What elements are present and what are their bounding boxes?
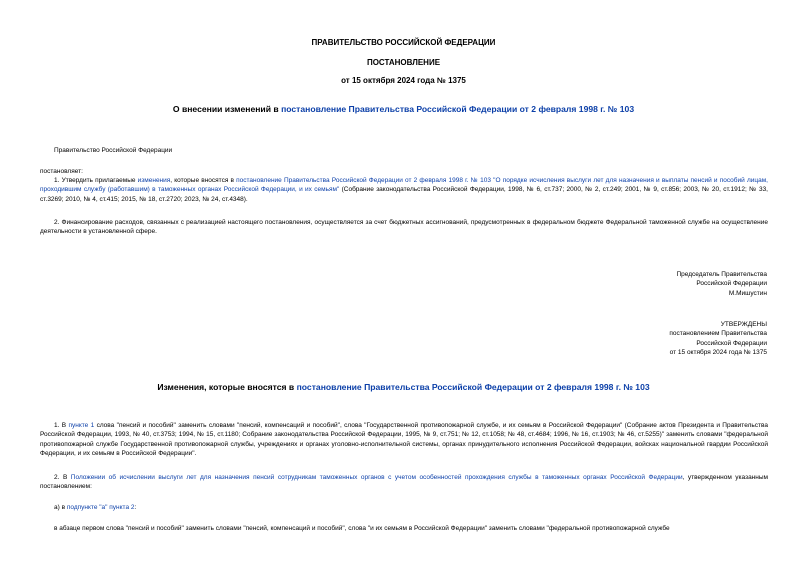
- approval-date: от 15 октября 2024 года № 1375: [669, 349, 767, 357]
- changes-link[interactable]: изменения: [137, 177, 171, 184]
- changes-title: [0, 381, 807, 393]
- paragraph-2: 2. Финансирование расходов, связанных с реализацией настоящего постановления, осуществляется за счет бюджетных ассигнований, предусмотренных в федеральном бюджете Федеральной таможенной службе на осуществление деятельности в установленной сфере.: [40, 219, 768, 236]
- approval-label: УТВЕРЖДЕНЫ: [720, 321, 767, 328]
- approval-country: Российской Федерации: [696, 339, 767, 347]
- approval-by: постановлением Правительства: [669, 330, 767, 338]
- change-2-text-b: , утвержденном указанным постановлением:: [40, 474, 769, 491]
- doc-date-number: от 15 октября 2024 года № 1375: [341, 76, 466, 85]
- change-2: [40, 473, 768, 492]
- paragraph-1-text-b: , которые вносятся в: [170, 177, 237, 184]
- signature-position: Председатель Правительства: [676, 271, 767, 278]
- paragraph-1-text-c: (Собрание законодательства Российской Федерации, 1998, № 6, ст.737; 2000, № 2, ст.249; 2001, № 9, ст.856; 2003, № 20, ст.1912; № 33, ст.3269; 2010, № 4, ст.415; 2015, № 18, ст.2720; 2023, № 24, ст.4348).: [40, 186, 768, 203]
- subject: Правительство Российской Федерации: [54, 147, 173, 154]
- changes-title-prefix: Изменения, которые вносятся в: [157, 382, 297, 392]
- change-3-text-b: :: [134, 504, 137, 511]
- paragraph-1: [40, 176, 768, 204]
- signature-name: М.Мишустин: [728, 289, 767, 297]
- change-1: [40, 421, 768, 459]
- decides: постановляет:: [40, 168, 83, 175]
- signature-country: Российской Федерации: [696, 280, 767, 288]
- decree-103-link[interactable]: постановление Правительства Российской Федерации от 2 февраля 1998 г. № 103 "О порядке исчисления выслуги лет для назначения и выплаты пенсий и пособий лицам, проходившим службу (работавшим) в таможенных органах Российской Федерации, и их семьям": [40, 177, 768, 194]
- point-1-link[interactable]: пункте 1: [68, 422, 95, 429]
- doc-type: ПОСТАНОВЛЕНИЕ: [366, 58, 441, 67]
- title-decree-link[interactable]: постановление Правительства Российской Федерации от 2 февраля 1998 г. № 103: [281, 104, 635, 114]
- subpoint-a-link[interactable]: подпункте "а" пункта 2: [66, 504, 135, 511]
- government-header: ПРАВИТЕЛЬСТВО РОССИЙСКОЙ ФЕДЕРАЦИИ: [311, 38, 496, 47]
- document-title-prefix: О внесении изменений в: [172, 104, 282, 114]
- changes-title-decree-link[interactable]: постановление Правительства Российской Федерации от 2 февраля 1998 г. № 103: [296, 382, 650, 392]
- change-1-text-a: 1. В: [54, 422, 69, 429]
- change-3: [40, 503, 768, 512]
- signature-block: [467, 270, 767, 298]
- regulation-link[interactable]: Положении об исчислении выслуги лет для назначения пенсий сотрудникам таможенных органов с учетом особенностей прохождения службы в таможенных органах Российской Федерации: [70, 474, 683, 481]
- document-title: [0, 103, 807, 115]
- approval-block: [467, 320, 767, 358]
- paragraph-1-text-a: 1. Утвердить прилагаемые: [54, 177, 138, 184]
- change-4: в абзаце первом слова "пенсий и пособий" заменить словами "пенсий, компенсаций и пособий", слова "и их семьям в Российской Федерации" заменить словами "федеральной противопожарной службе: [54, 525, 670, 532]
- change-1-text-b: слова "пенсий и пособий" заменить словами "пенсий, компенсаций и пособий", слова "Государственной противопожарной службе, и их семьям в Российской Федерации" (Собрание актов Президента и Правительства Российской Федерации, 1993, № 40, ст.3753; 1994, № 15, ст.1180; Собрание законодательства Российской Федерации, 1995, № 9, ст.751; № 12, ст.1058; № 48, ст.4684; 1996, № 16, ст.1903; № 46, ст.5255)" заменить словами "федеральной противопожарной службе Государственной противопожарной службы, учреждениях и органах уголовно-исполнительной системы, органах принудительного исполнения Российской Федерации, войсках национальной гвардии Российской Федерации, и их семьям в Российской Федерации".: [40, 422, 768, 458]
- change-3-text-a: а) в: [54, 504, 67, 511]
- change-2-text-a: 2. В: [54, 474, 71, 481]
